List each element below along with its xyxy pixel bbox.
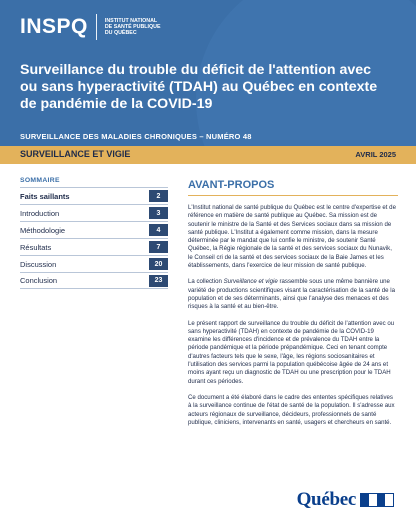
document-title: Surveillance du trouble du déficit de l'attention avec ou sans hyperactivité (TDAH) au Québec en contexte de pandémie de la COVID-19 xyxy=(20,62,378,112)
toc-item-label: Méthodologie xyxy=(20,225,66,235)
quebec-flag-icon xyxy=(360,493,394,507)
toc-item-label: Faits saillants xyxy=(20,191,70,201)
text-run: La collection xyxy=(188,278,224,286)
text-run: rassemble sous une même bannière une variété de productions scientifiques visant la caractérisation de la santé de la population et de ses déterminants, ainsi que l'analyse des menaces et des risques à la santé et au bien-être. xyxy=(188,278,395,311)
toc-page-number: 2 xyxy=(149,190,168,202)
toc-item[interactable] xyxy=(20,255,168,272)
toc-page-number: 20 xyxy=(149,258,168,270)
logo-mark: INSPQ xyxy=(20,15,88,38)
publication-date: AVRIL 2025 xyxy=(355,150,396,159)
toc-item-label: Conclusion xyxy=(20,276,58,285)
toc-item-label: Résultats xyxy=(20,242,52,252)
logo-separator xyxy=(96,14,97,40)
toc-item[interactable] xyxy=(20,272,168,289)
inspq-logo[interactable] xyxy=(20,14,175,40)
series-label: SURVEILLANCE DES MALADIES CHRONIQUES – NUMÉRO 48 xyxy=(20,132,252,141)
logo-text xyxy=(105,18,175,37)
toc-item-label: Introduction xyxy=(20,208,60,218)
logo-line: INSTITUT NATIONAL xyxy=(104,17,158,24)
toc-item[interactable] xyxy=(20,221,168,238)
toc-page-number: 23 xyxy=(149,275,168,287)
toc-title: SOMMAIRE xyxy=(20,177,60,184)
foreword-section xyxy=(188,179,398,435)
table-of-contents xyxy=(20,177,168,289)
collection-name-italic: Surveillance et vigie xyxy=(223,278,278,286)
paragraph: Le présent rapport de surveillance du trouble du déficit de l'attention avec ou sans hyperactivité (TDAH) en contexte de pandémie de la COVID-19 examine les différences d'incidence et de prévalence du TDAH entre la période pandémique et la période prépandémique. Ceci en tenant compte d'autres facteurs tels que le sexe, l'âge, les régions sociosanitaires et l'utilisation des services parmi la population québécoise âgée de 24 ans et moins ayant reçu un diagnostic de TDAH ou une prescription pour le TDAH durant ces périodes. xyxy=(188,319,395,385)
collection-band xyxy=(0,146,416,164)
section-heading: AVANT-PROPOS xyxy=(188,179,398,196)
toc-page-number: 3 xyxy=(149,207,168,219)
paragraph xyxy=(188,278,398,311)
quebec-logo xyxy=(297,489,394,511)
toc-item[interactable] xyxy=(20,204,168,221)
toc-page-number: 7 xyxy=(149,241,168,253)
paragraph: L'Institut national de santé publique du Québec est le centre d'expertise et de référence en matière de santé publique au Québec. Sa mission est de soutenir le ministre de la Santé et des Services sociaux dans sa mission de santé publique. L'Institut a également comme mission, dans la mesure déterminée par le mandat que lui confie le ministre, de soutenir Santé Québec, la Régie régionale de la santé et des services sociaux du Nunavik, le Conseil cri de la santé et des services sociaux de la Baie James et les établissements, dans l'exercice de leur mission de santé publique. xyxy=(188,204,396,270)
logo-line: DU QUÉBEC xyxy=(104,30,137,37)
cover-header xyxy=(0,0,416,163)
toc-page-number: 4 xyxy=(149,224,168,236)
toc-item[interactable] xyxy=(20,187,168,204)
logo-line: DE SANTÉ PUBLIQUE xyxy=(104,23,161,30)
collection-name: SURVEILLANCE ET VIGIE xyxy=(20,149,131,159)
toc-item-label: Discussion xyxy=(20,259,57,269)
toc-item[interactable] xyxy=(20,238,168,255)
quebec-wordmark: Québec xyxy=(296,489,356,510)
paragraph: Ce document a été élaboré dans le cadre des ententes spécifiques relatives à la surveillance continue de l'état de santé de la population. Il s'adresse aux acteurs régionaux de surveillance, décideurs, professionnels de santé publique, cliniciens, intervenants en santé, usagers et chercheurs en santé. xyxy=(188,393,395,426)
